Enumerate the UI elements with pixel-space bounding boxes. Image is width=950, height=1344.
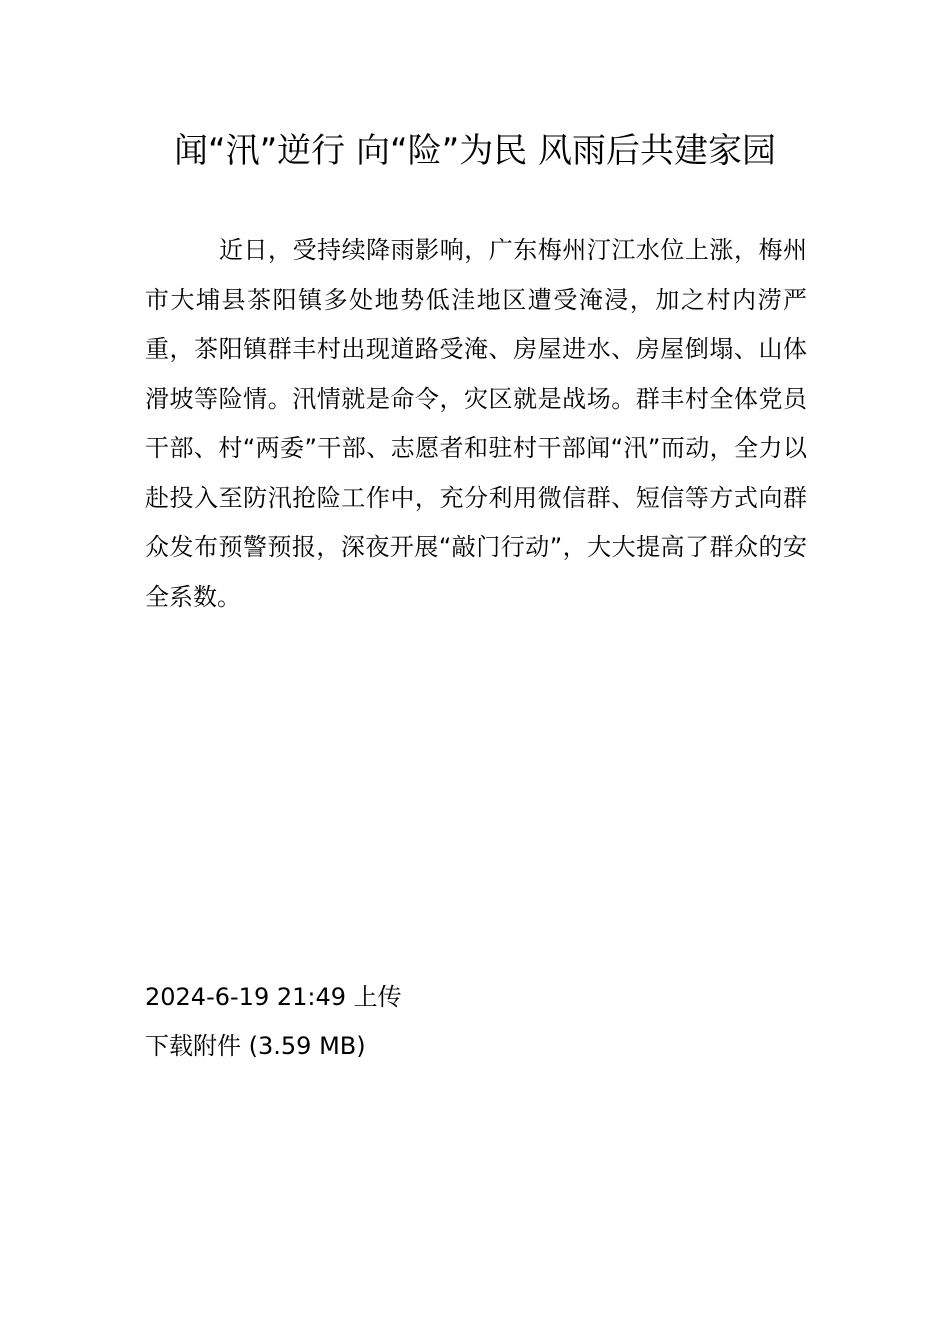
download-attachment-link[interactable]: 下载附件 — [145, 1032, 241, 1060]
attachment-size: (3.59 MB) — [248, 1032, 366, 1060]
download-info — [145, 1030, 366, 1062]
upload-label: 上传 — [353, 983, 402, 1011]
article-body: 近日，受持续降雨影响，广东梅州汀江水位上涨，梅州市大埔县茶阳镇多处地势低洼地区遭受淹浸，加之村内涝严重，茶阳镇群丰村出现道路受淹、房屋进水、房屋倒塌、山体滑坡等险情。汛情就是命令，灾区就是战场。群丰村全体党员干部、村“两委”干部、志愿者和驻村干部闻“汛”而动，全力以赴投入至防汛抢险工作中，充分利用微信群、短信等方式向群众发布预警预报，深夜开展“敲门行动”，大大提高了群众的安全系数。 — [145, 236, 807, 611]
article-title: 闻“汛”逆行 向“险”为民 风雨后共建家园 — [173, 131, 777, 171]
upload-info — [145, 981, 402, 1013]
upload-time: 2024-6-19 21:49 — [145, 983, 346, 1011]
